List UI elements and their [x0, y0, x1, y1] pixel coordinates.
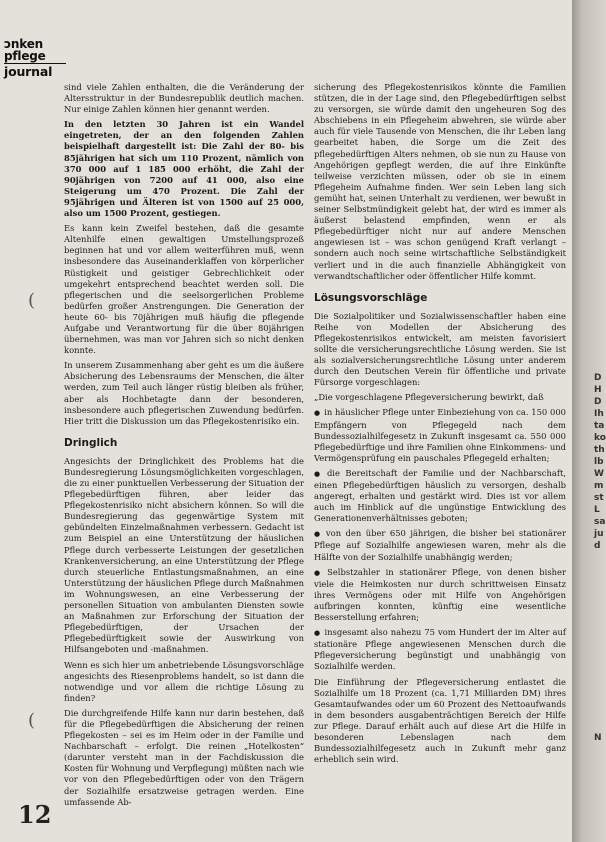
binding-hole-mark: (: [28, 710, 36, 731]
edge-letter: th: [594, 445, 605, 455]
edge-letter: lb: [594, 457, 604, 467]
edge-letter: sa: [594, 517, 606, 527]
bullet-item: ● in häuslicher Pflege unter Einbeziehung von ca. 150 000 Empfängern von Pflegegeld nach dem Bundessozialhilfegesetz in Zukunft insgesamt ca. 550 000 Pflegebedürftige und ihre Familien ohne Einkommens- und Vermögensprüfung ein pauschales Pflegegeld erhalten;: [314, 407, 566, 463]
paragraph: Angesichts der Dringlichkeit des Problems hat die Bundesregierung Lösungsmöglichkeiten vorgeschlagen, die zu einer punktuellen Verbesserung der Situation der Pflegebedürftigen führen, aber leider das Pflegekostenrisiko nicht absichern können. So will die Bundesregierung das gegenwärtige System mit gebündelten Einzelmaßnahmen verbessern. Gedacht ist zum Beispiel an eine Unterstützung der häuslichen Pflege durch verbesserte Leistungen der gesetzlichen Krankenversicherung, an eine Unterstützung der Pflege durch steuerliche Entlastungsmaßnahmen, an eine Unterstützung der häuslichen Pflege durch Maßnahmen im Wohnungswesen, an eine Verbesserung der personellen Situation von ambulanten Diensten sowie an Maßnahmen zur Erforschung der Situation der Pflegebedürftigen, der Ursachen der Pflegebedürftigkeit sowie der Auswirkung von Hilfsangeboten und -maßnahmen.: [64, 455, 304, 655]
edge-letter: D: [594, 397, 602, 407]
logo-line-3: journal: [4, 64, 53, 79]
edge-letter: m: [594, 481, 604, 491]
magazine-logo: [4, 38, 66, 78]
paragraph: Die Einführung der Pflegeversicherung entlastet die Sozialhilfe um 18 Prozent (ca. 1,71 Milliarden DM) ihres Gesamtaufwandes oder um 60 Prozent des Nettoaufwands in dem besonders ausgabenträchtigen Bereich der Hilfe zur Pflege. Darauf erhält auch auf diese Art die Hilfe in besonderen Lebenslagen nach dem Bundessozialhilfegesetz auch in Zukunft mehr ganz erheblich sein wird.: [314, 676, 566, 765]
edge-letter: N: [594, 733, 602, 743]
paragraph: sind viele Zahlen enthalten, die die Veränderung der Altersstruktur in der Bundesrepublik deutlich machen. Nur einige Zahlen können hier genannt werden.: [64, 82, 304, 115]
next-page-letters: [572, 372, 606, 744]
right-column: [314, 82, 566, 769]
page-number: 12: [18, 800, 52, 829]
edge-letter: H: [594, 385, 602, 395]
paragraph: Die Sozialpolitiker und Sozialwissenschaftler haben eine Reihe von Modellen der Absicherung des Pflegekostenrisikos entwickelt, am meisten favorisiert sollte die versicherungsrechtliche Lösung werden. Sie ist als sozialversicherungsrechtliche Lösung unter anderem durch den Deutschen Verein für öffentliche und private Fürsorge vorgeschlagen:: [314, 310, 566, 388]
logo-line-2: pflege: [4, 50, 66, 64]
bullet-item: ● insgesamt also nahezu 75 vom Hundert der im Alter auf stationäre Pflege angewiesenen Menschen durch die Pflegeversicherung begünstigt und unabhängig von Sozialhilfe werden.: [314, 627, 566, 672]
paragraph: In unserem Zusammenhang aber geht es um die äußere Absicherung des Lebensraums der Menschen, die älter werden, zum Teil auch länger rüstig bleiben als früher, aber als Hochbetagte dann der besonderen, insbesondere auch pflegerischen Zuwendung bedürfen. Hier tritt die Diskussion um das Pflegekostenrisiko ein.: [64, 360, 304, 426]
section-heading: Lösungsvorschläge: [314, 291, 428, 304]
left-column: [64, 82, 304, 812]
paragraph: Wenn es sich hier um anbetriebende Lösungsvorschläge angesichts des Riesenproblems handelt, so ist dann die notwendige und vor allem die richtige Lösung zu finden?: [64, 659, 304, 703]
edge-letter: D: [594, 373, 602, 383]
next-page-edge: [572, 0, 606, 842]
logo-line-1: ɔnken: [4, 37, 43, 51]
edge-letter: d: [594, 541, 601, 551]
edge-letter: W: [594, 469, 604, 479]
edge-letter: ko: [594, 433, 606, 443]
bullet-item: ● von den über 650 jährigen, die bisher bei stationärer Pflege auf Sozialhilfe angewiesen waren, mehr als die Hälfte von der Sozialhilfe unabhängig werden;: [314, 528, 566, 562]
binding-hole-mark: (: [28, 290, 36, 311]
edge-letter: ju: [594, 529, 604, 539]
paragraph: sicherung des Pflegekostenrisikos könnte die Familien stützen, die in der Lage sind, den Pflegebedürftigen selbst zu versorgen, sie würde damit den ungeheuren Sog des Abschiebens in ein Pflegeheim abwehren, sie würde aber auch für viele Tausende von Menschen, die ihr Leben lang gearbeitet haben, die Sorge um die Zeit des pflegebedürftigen Alters nehmen, ob sie nun zu Hause von Angehörigen gepflegt werden, die auf ihre Einkünfte teilweise verzichten müssen, oder ob sie in einem Pflegeheim Aufnahme finden. Wer sein Leben lang sich gemüht hat, seinen Unterhalt zu verdienen, wer bewußt in seiner Selbstmündigkeit gelebt hat, der wird es immer als äußerst belastend empfinden, wenn er als Pflegebedürftiger nicht nur auf andere Menschen angewiesen ist – was schon genügend Kraft verlangt – sondern auch noch seine wirtschaftliche Selbständigkeit verliert und in die auch finanzielle Abhängigkeit von verwandtschaftlicher oder öffentlicher Hilfe kommt.: [314, 82, 566, 281]
section-heading: Dringlich: [64, 436, 118, 449]
paragraph: Die durchgreifende Hilfe kann nur darin bestehen, daß für die Pflegebedürftigen die Absicherung der reinen Pflegekosten – sei es im Heim oder in der Familie und Nachbarschaft – erfolgt. Die reinen „Hotelkosten“ (darunter versteht man in der Fachdiskussion die Kosten für Wohnung und Verpflegung) müßten nach wie vor von den Pflegebedürftigen oder von den Trägern der Sozialhilfe ersatzweise getragen werden. Eine umfassende Ab-: [64, 707, 304, 807]
lead-paragraph: In den letzten 30 Jahren ist ein Wandel eingetreten, der an den folgenden Zahlen beispielhaft dargestellt ist: Die Zahl der 80- bis 85jährigen hat sich um 110 Prozent, nämlich von 370 000 auf 1 185 000 erhöht, die Zahl der 90jährigen von 7200 auf 41 000, also eine Steigerung um 470 Prozent. Die Zahl der 95jährigen und Älteren ist von 1500 auf 25 000, also um 1500 Prozent, gestiegen.: [64, 119, 304, 219]
quote-intro: „Die vorgeschlagene Pflegeversicherung bewirkt, daß: [314, 392, 544, 403]
bullet-item: ● Selbstzahler in stationärer Pflege, von denen bisher viele die Heimkosten nur durch schrittweisen Einsatz ihres Vermögens oder mit Hilfe von Angehörigen aufbringen konnten, künftig eine wesentliche Besserstellung erfahren;: [314, 567, 566, 623]
edge-letter: Ih: [594, 409, 604, 419]
edge-letter: ta: [594, 421, 605, 431]
edge-letter: st: [594, 493, 604, 503]
bullet-item: ● die Bereitschaft der Familie und der Nachbarschaft, einen Pflegebedürftigen häuslich zu versorgen, deshalb angeregt, erhalten und gestärkt wird. Dies ist vor allem auch im Hinblick auf die ungünstige Entwicklung des Generationenverhältnisses geboten;: [314, 468, 566, 524]
paragraph: Es kann kein Zweifel bestehen, daß die gesamte Altenhilfe einen gewaltigen Umstellungsprozeß beginnen hat und vor allem weiterführen muß, wenn insbesondere das Auseinanderklaffen von körperlicher Rüstigkeit und geistiger Gebrechlichkeit oder umgekehrt entsprechend beachtet werden soll. Die pflegerischen und die seelsorgerlichen Probleme bedürfen großer Anstrengungen. Die Generation der heute 60- bis 70jährigen muß häufig die pflegende Aufgabe und Verantwortung für die über 80jährigen übernehmen, was man vor Jahren sich so nicht denken konnte.: [64, 223, 304, 356]
edge-letter: L: [594, 505, 600, 515]
